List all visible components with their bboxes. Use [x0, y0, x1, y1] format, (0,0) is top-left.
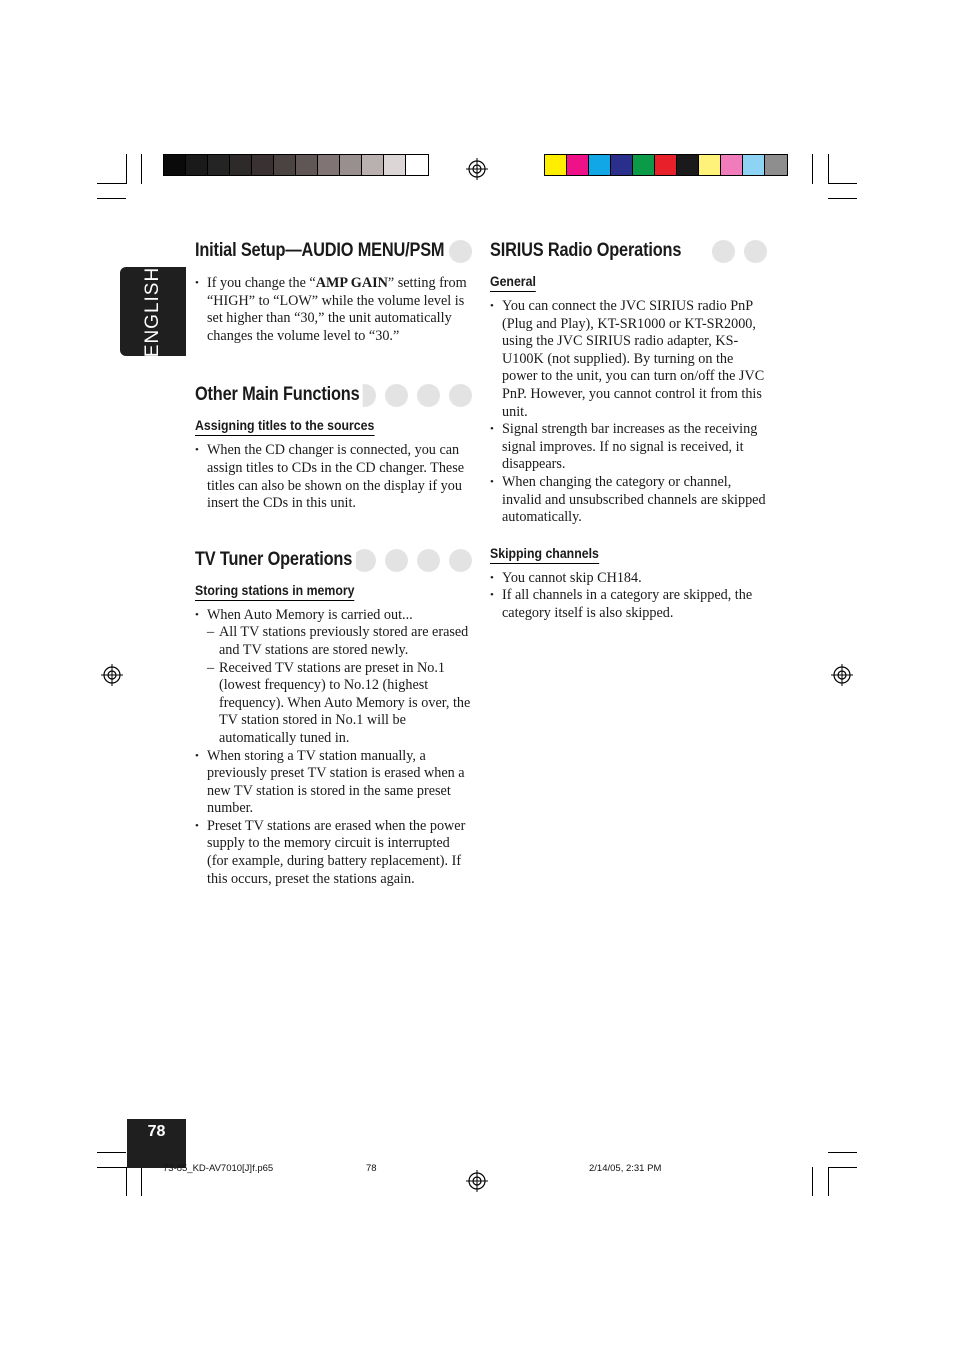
list-item: • You cannot skip CH184. — [490, 570, 767, 588]
registration-mark-icon — [466, 158, 488, 180]
language-label: ENGLISH — [142, 266, 163, 357]
bullet-list — [195, 442, 472, 512]
color-swatch — [655, 155, 677, 175]
section-header-initial-setup — [195, 238, 472, 268]
section-header-tv-tuner — [195, 547, 472, 577]
color-swatch — [274, 155, 296, 175]
right-column — [490, 238, 767, 623]
section-header-sirius — [490, 238, 767, 268]
color-swatch — [677, 155, 699, 175]
heading-decoration — [353, 384, 472, 407]
grayscale-calibration-bar — [163, 154, 429, 176]
list-item: • When storing a TV station manually, a previously preset TV station is erased when a new TV station is stored in the same preset number. — [195, 748, 472, 818]
color-swatch — [318, 155, 340, 175]
registration-mark-icon — [101, 664, 123, 686]
color-swatch — [384, 155, 406, 175]
color-swatch — [721, 155, 743, 175]
color-swatch — [340, 155, 362, 175]
left-column — [195, 238, 472, 888]
list-item: • When Auto Memory is carried out... – All TV stations previously stored are erased and TV stations are stored newly. – Received TV stations are preset in No.1 (lowest frequency) to No.12 (highest frequency). When Auto Memory is over, the TV station stored in No.1 will be automatically tuned in. — [195, 607, 472, 748]
color-swatch — [230, 155, 252, 175]
heading-decoration — [449, 240, 472, 263]
list-item: – All TV stations previously stored are erased and TV stations are stored newly. — [207, 624, 472, 659]
section-title: SIRIUS Radio Operations — [490, 238, 685, 264]
color-swatch — [406, 155, 428, 175]
subsection-title: Storing stations in memory — [195, 581, 355, 601]
list-item: • When the CD changer is connected, you can assign titles to CDs in the CD changer. These titles can also be shown on the display if you insert the CDs in this unit. — [195, 442, 472, 512]
list-item: • If you change the “AMP GAIN” setting from “HIGH” to “LOW” while the volume level is set higher than “30,” the unit automatically changes the volume level to “30.” — [195, 275, 472, 345]
subsection-title: Skipping channels — [490, 544, 599, 564]
color-swatch — [186, 155, 208, 175]
list-item: • You can connect the JVC SIRIUS radio PnP (Plug and Play), KT-SR1000 or KT-SR2000, using the JVC SIRIUS radio adapter, KS-U100K (not supplied). By turning on the power to the unit, you can turn on/off the JVC PnP. However, you cannot control it from this unit. — [490, 298, 767, 421]
color-swatch — [164, 155, 186, 175]
footer-date: 2/14/05, 2:31 PM — [589, 1163, 662, 1174]
list-item: – Received TV stations are preset in No.1 (lowest frequency) to No.12 (highest frequency). When Auto Memory is over, the TV station stored in No.1 will be automatically tuned in. — [207, 660, 472, 748]
section-title: Other Main Functions — [195, 382, 363, 408]
section-header-other-functions — [195, 382, 472, 412]
color-swatch — [633, 155, 655, 175]
dash-list — [207, 624, 472, 747]
language-tab — [120, 267, 186, 356]
bullet-list — [195, 607, 472, 889]
color-swatch — [296, 155, 318, 175]
color-swatch — [743, 155, 765, 175]
color-swatch — [765, 155, 787, 175]
color-swatch — [545, 155, 567, 175]
color-swatch — [567, 155, 589, 175]
color-swatch — [208, 155, 230, 175]
page-number: 78 — [127, 1119, 186, 1168]
color-swatch — [589, 155, 611, 175]
section-title: TV Tuner Operations — [195, 547, 356, 573]
color-swatch — [699, 155, 721, 175]
color-swatch — [252, 155, 274, 175]
color-swatch — [611, 155, 633, 175]
list-item: • Preset TV stations are erased when the power supply to the memory circuit is interrupted (for example, during battery replacement). If this occurs, preset the stations again. — [195, 818, 472, 888]
color-swatch — [362, 155, 384, 175]
subsection-title: General — [490, 272, 536, 292]
subsection-title: Assigning titles to the sources — [195, 416, 374, 436]
heading-decoration — [353, 549, 472, 572]
footer-file-name: 73-85_KD-AV7010[J]f.p65 — [163, 1163, 274, 1174]
list-item: • If all channels in a category are skipped, the category itself is also skipped. — [490, 587, 767, 622]
color-calibration-bar — [544, 154, 788, 176]
list-item: • Signal strength bar increases as the receiving signal improves. If no signal is received, it disappears. — [490, 421, 767, 474]
registration-mark-icon — [831, 664, 853, 686]
registration-mark-icon — [466, 1170, 488, 1192]
bullet-list — [195, 275, 472, 345]
heading-decoration — [712, 240, 767, 263]
bullet-list — [490, 570, 767, 623]
footer-page: 78 — [366, 1163, 377, 1174]
list-item: • When changing the category or channel, invalid and unsubscribed channels are skipped automatically. — [490, 474, 767, 527]
section-title: Initial Setup—AUDIO MENU/PSM — [195, 238, 448, 264]
bullet-list — [490, 298, 767, 527]
